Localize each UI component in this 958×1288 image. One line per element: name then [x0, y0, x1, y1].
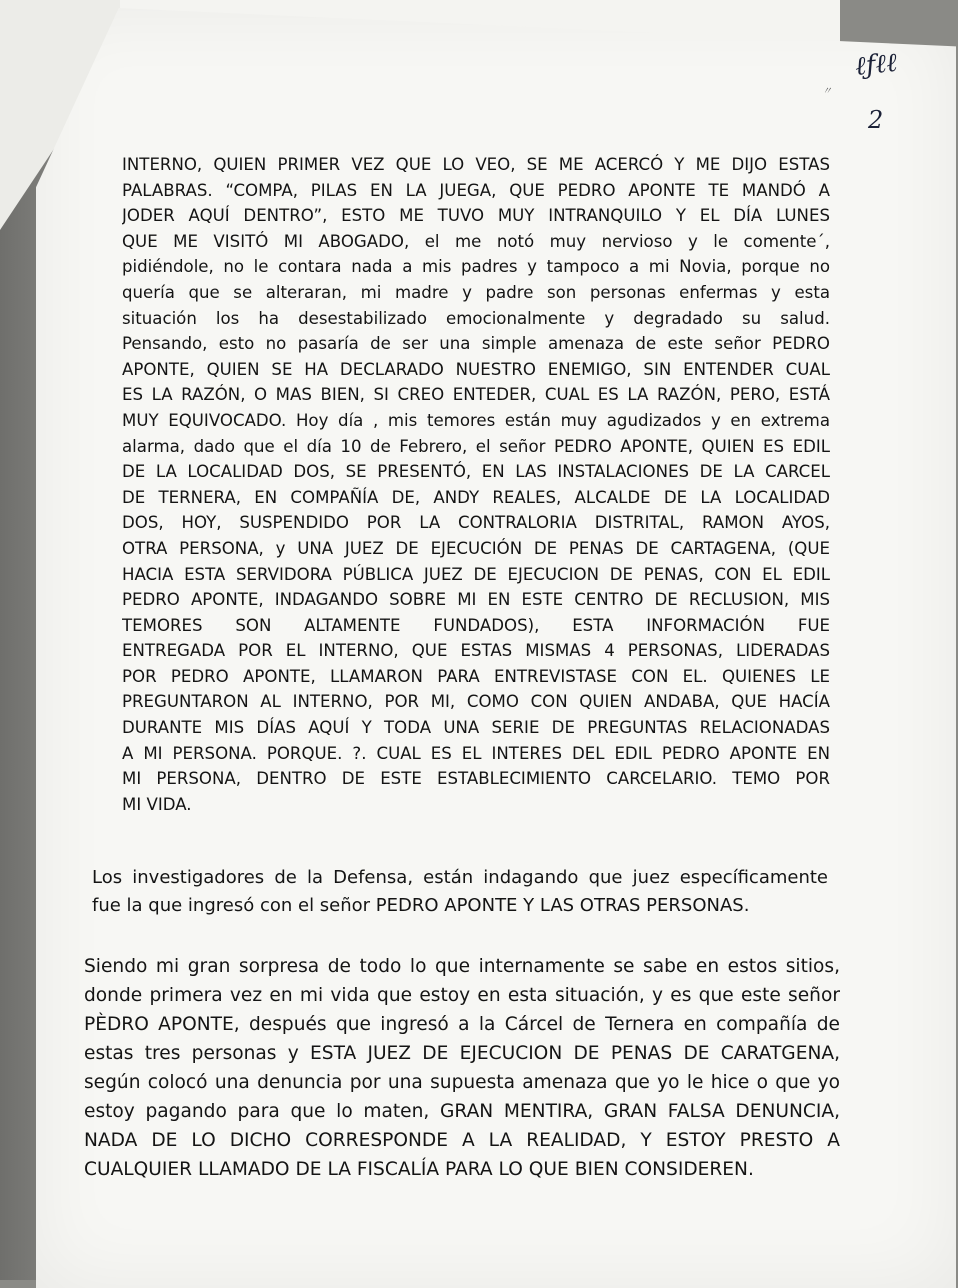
text-line: estas tres personas y ESTA JUEZ DE EJECUCION DE PENAS DE CARATGENA,	[84, 1043, 840, 1064]
text-line: donde primera vez en mi vida que estoy en esta situación, y es que este señor	[84, 985, 840, 1006]
text-line: pidiéndole, no le contara nada a mis padres y tampoco a mi Novia, porque no	[122, 257, 830, 277]
text-line: fue la que ingresó con el señor PEDRO APONTE Y LAS OTRAS PERSONAS.	[92, 895, 750, 916]
text-line: DURANTE MIS DÍAS AQUÍ Y TODA UNA SERIE DE PREGUNTAS RELACIONADAS	[122, 718, 830, 738]
text-line: MI PERSONA, DENTRO DE ESTE ESTABLECIMIENTO CARCELARIO. TEMO POR	[122, 769, 830, 789]
handwritten-page-number: 2	[868, 106, 884, 134]
text-line: Siendo mi gran sorpresa de todo lo que internamente se sabe en estos sitios,	[84, 956, 840, 977]
text-line: A MI PERSONA. PORQUE. ?. CUAL ES EL INTERES DEL EDIL PEDRO APONTE EN	[122, 743, 830, 763]
text-line: INTERNO, QUIEN PRIMER VEZ QUE LO VEO, SE ME ACERCÓ Y ME DIJO ESTAS	[122, 155, 830, 174]
handwritten-signature: ℓƒℓℓ	[853, 47, 899, 83]
text-line: CUALQUIER LLAMADO DE LA FISCALÍA PARA LO QUE BIEN CONSIDEREN.	[84, 1159, 754, 1180]
text-line: situación los ha desestabilizado emocionalmente y degradado su salud.	[122, 308, 830, 328]
text-line: DE LA LOCALIDAD DOS, SE PRESENTÓ, EN LAS INSTALACIONES DE LA CARCEL	[122, 462, 830, 482]
text-line: DE TERNERA, EN COMPAÑÍA DE, ANDY REALES, ALCALDE DE LA LOCALIDAD	[122, 487, 830, 507]
paragraph-1	[122, 152, 830, 817]
text-line: JODER AQUÍ DENTRO”, ESTO ME TUVO MUY INTRANQUILO Y EL DÍA LUNES	[122, 206, 830, 226]
text-line: PÈDRO APONTE, después que ingresó a la Cárcel de Ternera en compañía de	[84, 1014, 840, 1035]
text-line: Pensando, esto no pasaría de ser una simple amenaza de este señor PEDRO	[122, 334, 830, 354]
handwritten-tick-mark: 〃	[822, 86, 832, 97]
text-line: HACIA ESTA SERVIDORA PÚBLICA JUEZ DE EJECUCION DE PENAS, CON EL EDIL	[122, 564, 830, 584]
text-line: PALABRAS. “COMPA, PILAS EN LA JUEGA, QUE PEDRO APONTE TE MANDÓ A	[122, 180, 830, 200]
text-line: quería que se alteraran, mi madre y padre son personas enfermas y esta	[122, 282, 830, 302]
text-line: APONTE, QUIEN SE HA DECLARADO NUESTRO ENEMIGO, SIN ENTENDER CUAL	[122, 359, 830, 379]
text-line: NADA DE LO DICHO CORRESPONDE A LA REALIDAD, Y ESTOY PRESTO A	[84, 1130, 840, 1151]
text-line: MUY EQUIVOCADO. Hoy día , mis temores están muy agudizados y en extrema	[122, 410, 830, 430]
text-line: POR PEDRO APONTE, LLAMARON PARA ENTREVISTASE CON EL. QUIENES LE	[122, 666, 830, 686]
text-line: PEDRO APONTE, INDAGANDO SOBRE MI EN ESTE CENTRO DE RECLUSION, MIS	[122, 590, 830, 610]
text-line: alarma, dado que el día 10 de Febrero, el señor PEDRO APONTE, QUIEN ES EDIL	[122, 436, 830, 456]
text-line: ENTREGADA POR EL INTERNO, QUE ESTAS MISMAS 4 PERSONAS, LIDERADAS	[122, 641, 830, 661]
text-line: PREGUNTARON AL INTERNO, POR MI, COMO CON QUIEN ANDABA, QUE HACÍA	[122, 692, 830, 712]
text-line: ES LA RAZÓN, O MAS BIEN, SI CREO ENTEDER, CUAL ES LA RAZÓN, PERO, ESTÁ	[122, 385, 830, 405]
paragraph-3	[84, 952, 840, 1184]
text-line: MI VIDA.	[122, 794, 192, 814]
text-line: Los investigadores de la Defensa, están indagando que juez específicamente	[92, 867, 828, 888]
text-line: según colocó una denuncia por una supuesta amenaza que yo le hice o que yo	[84, 1072, 840, 1093]
text-line: DOS, HOY, SUSPENDIDO POR LA CONTRALORIA DISTRITAL, RAMON AYOS,	[122, 513, 830, 533]
text-line: OTRA PERSONA, y UNA JUEZ DE EJECUCIÓN DE PENAS DE CARTAGENA, (QUE	[122, 538, 830, 558]
text-line: TEMORES SON ALTAMENTE FUNDADOS), ESTA INFORMACIÓN FUE	[122, 615, 830, 635]
text-line: QUE ME VISITÓ MI ABOGADO, el me notó muy nervioso y le comente´,	[122, 231, 830, 251]
text-line: estoy pagando para que lo maten, GRAN MENTIRA, GRAN FALSA DENUNCIA,	[84, 1101, 840, 1122]
paragraph-2	[92, 864, 828, 920]
